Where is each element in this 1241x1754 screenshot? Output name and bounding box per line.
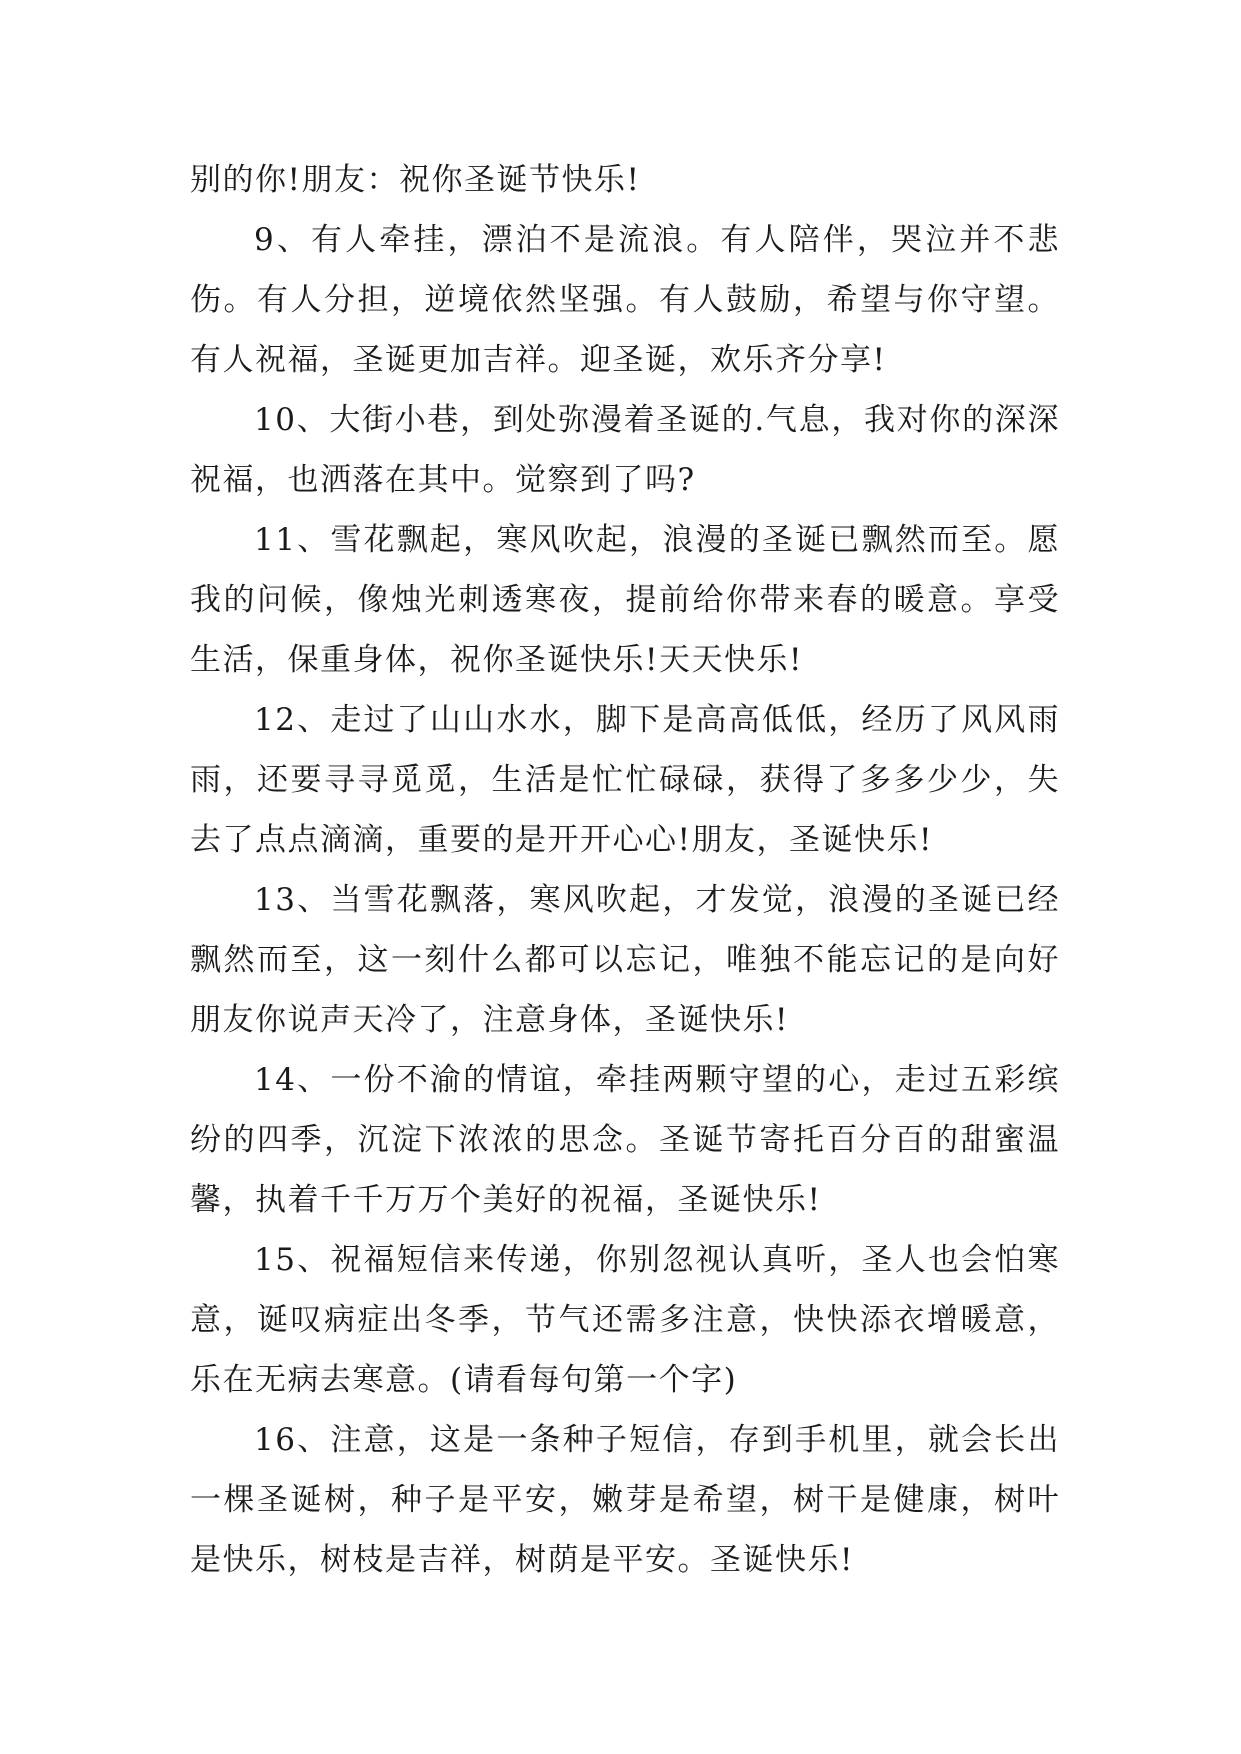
document-body (190, 150, 1060, 1590)
paragraph-continued: 别的你!朋友：祝你圣诞节快乐! (190, 162, 641, 198)
paragraph-item-11: 11、雪花飘起，寒风吹起，浪漫的圣诞已飘然而至。愿我的问候，像烛光刺透寒夜，提前给你带来春的暖意。享受生活，保重身体，祝你圣诞快乐!天天快乐! (190, 522, 1060, 678)
paragraph-item-16: 16、注意，这是一条种子短信，存到手机里，就会长出一棵圣诞树，种子是平安，嫩芽是希望，树干是健康，树叶是快乐，树枝是吉祥，树荫是平安。圣诞快乐! (190, 1422, 1060, 1578)
paragraph-item-10: 10、大街小巷，到处弥漫着圣诞的.气息，我对你的深深祝福，也洒落在其中。觉察到了吗? (190, 402, 1060, 498)
paragraph-item-12: 12、走过了山山水水，脚下是高高低低，经历了风风雨雨，还要寻寻觅觅，生活是忙忙碌碌，获得了多多少少，失去了点点滴滴，重要的是开开心心!朋友，圣诞快乐! (190, 702, 1060, 858)
paragraph-item-9: 9、有人牵挂，漂泊不是流浪。有人陪伴，哭泣并不悲伤。有人分担，逆境依然坚强。有人鼓励，希望与你守望。有人祝福，圣诞更加吉祥。迎圣诞，欢乐齐分享! (190, 222, 1060, 378)
paragraph-item-15: 15、祝福短信来传递，你别忽视认真听，圣人也会怕寒意，诞叹病症出冬季，节气还需多注意，快快添衣增暖意，乐在无病去寒意。(请看每句第一个字) (190, 1242, 1060, 1398)
paragraph-item-14: 14、一份不渝的情谊，牵挂两颗守望的心，走过五彩缤纷的四季，沉淀下浓浓的思念。圣诞节寄托百分百的甜蜜温馨，执着千千万万个美好的祝福，圣诞快乐! (190, 1062, 1060, 1218)
paragraph-item-13: 13、当雪花飘落，寒风吹起，才发觉，浪漫的圣诞已经飘然而至，这一刻什么都可以忘记，唯独不能忘记的是向好朋友你说声天冷了，注意身体，圣诞快乐! (190, 882, 1060, 1038)
